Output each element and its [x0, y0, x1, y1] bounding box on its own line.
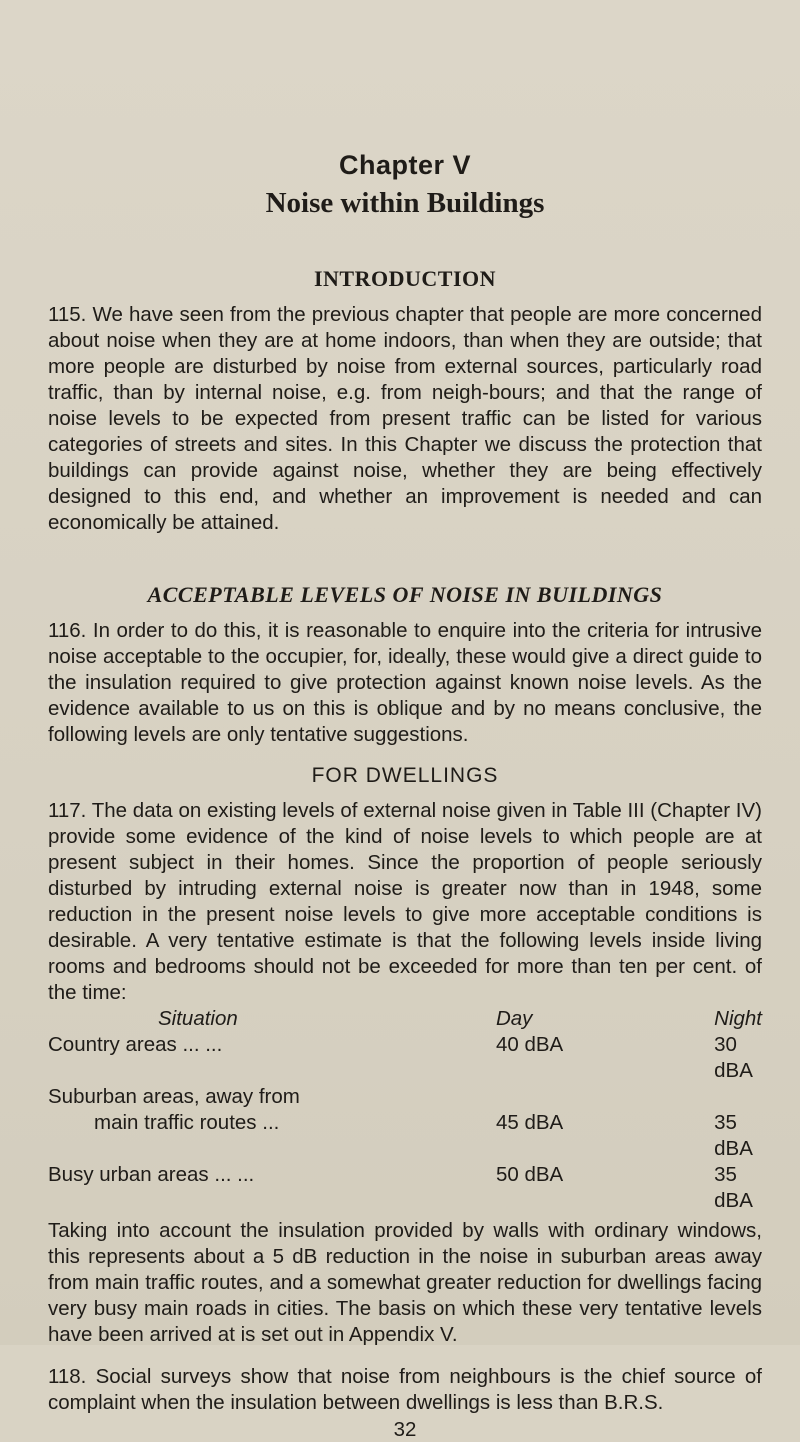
- row-day: 40 dBA: [495, 1033, 564, 1056]
- paragraph-115: 115. We have seen from the previous chapter that people are more concerned about noise when they are at home indoors, than when they are outside; that more people are disturbed by noise from external sources, particularly road traffic, than by internal noise, e.g. from neigh-bours; and that the range of noise levels to be expected from present traffic can be listed for various categories of streets and sites. In this Chapter we discuss the protection that buildings can provide against noise, whether they are being effectively designed to this end, and whether an improvement is needed and can economically be attained.: [48, 303, 762, 534]
- row-night: 30 dBA: [714, 1033, 753, 1082]
- introduction-heading: INTRODUCTION: [313, 266, 497, 291]
- paragraph-118: 118. Social surveys show that noise from neighbours is the chief source of complaint when the insulation between dwellings is less than B.R.S.: [48, 1365, 762, 1414]
- header-night: Night: [714, 1007, 762, 1030]
- row-night: 35 dBA: [714, 1163, 753, 1212]
- row-day: 50 dBA: [495, 1163, 564, 1186]
- row-day: 45 dBA: [495, 1111, 564, 1134]
- table-row: [48, 1110, 762, 1162]
- row-situation: Country areas ... ...: [48, 1033, 223, 1056]
- table-row: [48, 1084, 762, 1110]
- chapter-label: Chapter V: [338, 150, 472, 180]
- row-night: [714, 1084, 762, 1110]
- header-day: Day: [495, 1007, 533, 1030]
- paragraph-117: 117. The data on existing levels of external noise given in Table III (Chapter IV) provide some evidence of the kind of noise levels to which people are at present subject in their homes. Since the proportion of people seriously disturbed by intruding external noise is greater now than in 1948, some reduction in the present noise levels to give more acceptable conditions is desirable. A very tentative estimate is that the following levels inside living rooms and bedrooms should not be exceeded for more than ten per cent. of the time:: [48, 799, 762, 1004]
- table-row: [48, 1032, 762, 1084]
- header-situation: Situation: [158, 1007, 238, 1030]
- row-situation: Busy urban areas ... ...: [48, 1163, 255, 1186]
- row-situation: main traffic routes ...: [94, 1111, 280, 1134]
- row-day: [496, 1084, 714, 1110]
- table-row: [48, 1162, 762, 1214]
- paragraph-116: 116. In order to do this, it is reasonable to enquire into the criteria for intrusive noise acceptable to the occupier, for, ideally, these would give a direct guide to the insulation required to give protection against known noise levels. As the evidence available to us on this is oblique and by no means conclusive, the following levels are only tentative suggestions.: [48, 619, 762, 746]
- row-night: 35 dBA: [714, 1111, 753, 1160]
- paragraph-117-continued: Taking into account the insulation provided by walls with ordinary windows, this represents about a 5 dB reduction in the noise in suburban areas away from main traffic routes, and a somewhat greater reduction for dwellings facing very busy main roads in cities. The basis on which these very tentative levels have been arrived at is set out in Appendix V.: [48, 1219, 762, 1346]
- acceptable-levels-heading: ACCEPTABLE LEVELS OF NOISE IN BUILDINGS: [147, 582, 663, 607]
- row-situation: Suburban areas, away from: [48, 1085, 300, 1108]
- table-header-row: [48, 1006, 762, 1032]
- page-title: Noise within Buildings: [265, 187, 545, 219]
- noise-levels-table: [48, 1006, 762, 1214]
- page-number: 32: [393, 1418, 417, 1441]
- dwellings-heading: FOR DWELLINGS: [311, 764, 499, 787]
